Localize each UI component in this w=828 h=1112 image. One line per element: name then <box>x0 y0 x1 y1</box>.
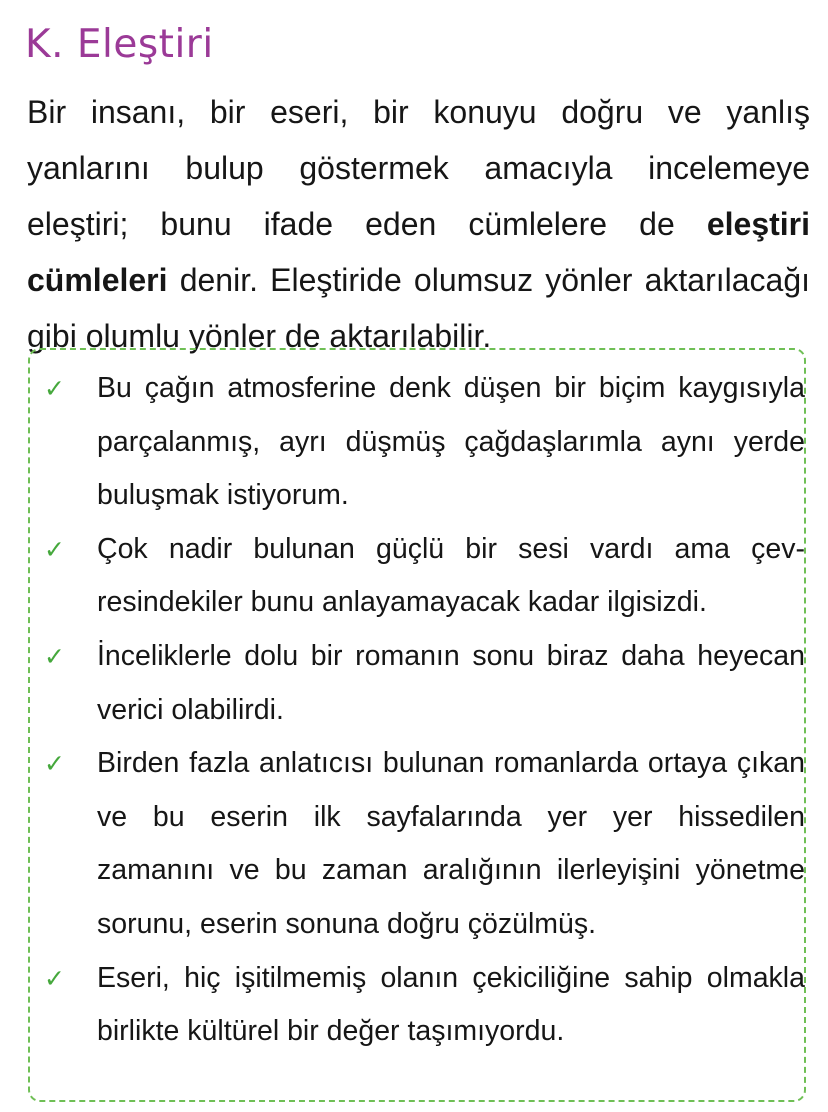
criticism-example-1 <box>30 362 805 523</box>
criticism-example-text: İnceliklerle dolu bir romanın sonu biraz daha heyecan verici olabilirdi. <box>97 639 805 726</box>
criticism-examples-box <box>28 348 806 1102</box>
criticism-example-5 <box>30 952 805 1059</box>
criticism-examples-list <box>30 362 804 1059</box>
criticism-example-2 <box>30 523 805 630</box>
check-icon: ✓ <box>44 641 65 671</box>
criticism-example-text: Eseri, hiç işitilmemiş olanın çekiciliğine sahip olmakla birlikte kültürel bir değer taşımıyordu. <box>97 961 805 1048</box>
criticism-example-3 <box>30 630 805 737</box>
check-icon: ✓ <box>44 963 65 993</box>
criticism-sentences-term: eleştiri cümleleri <box>27 206 810 298</box>
section-title: K. Eleştiri <box>25 22 214 67</box>
criticism-definition <box>27 84 810 364</box>
check-icon: ✓ <box>44 374 65 403</box>
definition-text-part-2: denir. Eleştiride olumsuz yönler aktarılacağı gibi olumlu yönler de aktarılabilir. <box>27 262 810 354</box>
criticism-example-text: Çok nadir bulunan güçlü bir sesi vardı ama çevresindekiler bunu anlayamayacak kadar ilgisizdi. <box>97 532 805 619</box>
definition-text-part-1: Bir insanı, bir eseri, bir konuyu doğru ve yanlış yanlarını bulup göstermek amacıyla incelemeye eleştiri; bunu ifade eden cümlelere de <box>27 94 810 242</box>
criticism-example-4 <box>30 737 805 951</box>
check-icon: ✓ <box>44 534 65 564</box>
criticism-example-text: Birden fazla anlatıcısı bulunan romanlarda ortaya çıkan ve bu eserin ilk sayfalarında yer yer hissedilen zamanını ve bu zaman aralığının ilerleyişini yönetme sorunu, eserin sonuna doğru çözülmüş. <box>97 747 805 940</box>
criticism-example-text: Bu çağın atmosferine denk düşen bir biçim kaygısıyla parçalanmış, ayrı düşmüş çağdaşlarımla aynı yerde buluşmak istiyorum. <box>97 372 805 512</box>
check-icon: ✓ <box>44 749 65 779</box>
